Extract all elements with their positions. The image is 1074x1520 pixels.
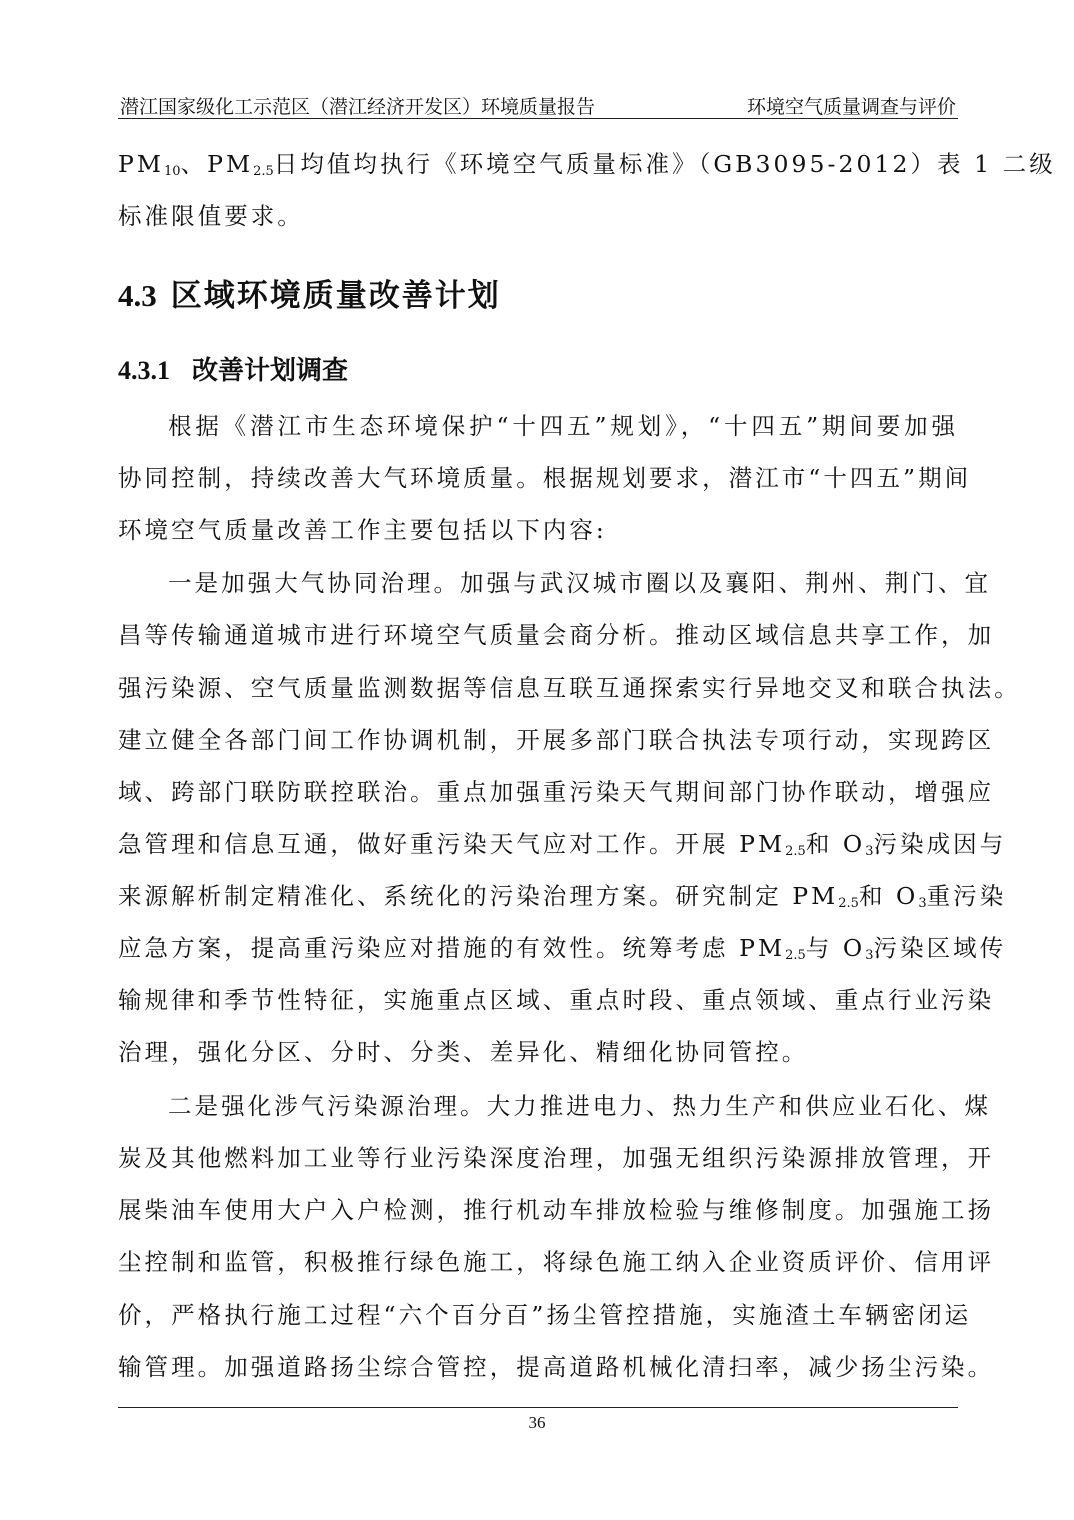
paragraph-1-line: 根据《潜江市生态环境保护“十四五”规划》，“十四五”期间要加强 [168, 412, 958, 440]
header-report-title: 潜江国家级化工示范区（潜江经济开发区）环境质量报告 [120, 96, 596, 118]
section-number: 4.3 [118, 278, 157, 313]
pm10-subscript: 10 [163, 164, 181, 179]
paragraph-2-line: 昌等传输通道城市进行环境空气质量会商分析。推动区域信息共享工作，加 [118, 621, 995, 649]
footer-divider [118, 1407, 958, 1408]
subsection-number: 4.3.1 [118, 356, 170, 385]
section-title: 区域环境质量改善计划 [170, 278, 501, 314]
paragraph-2-line: 应急方案，提高重污染应对措施的有效性。统筹考虑 $PM_{2.5}$与 $O_3$污染区域传 [118, 934, 1007, 963]
paragraph-3-line: 价，严格执行施工过程“六个百分百”扬尘管控措施，实施渣土车辆密闭运 [118, 1301, 972, 1329]
pm25-subscript: 2.5 [253, 164, 274, 179]
subsection-heading [118, 350, 348, 387]
paragraph-2-line: 来源解析制定精准化、系统化的污染治理方案。研究制定 $PM_{2.5}$和 $O_3$重污染 [118, 882, 1007, 911]
paragraph-3-line: 展柴油车使用大户入户检测，推行机动车排放检验与维修制度。加强施工扬 [118, 1196, 995, 1224]
paragraph-1-line: 环境空气质量改善工作主要包括以下内容: [118, 516, 607, 544]
paragraph-2-line: 急管理和信息互通，做好重污染天气应对工作。开展 $PM_{2.5}$和 $O_3$污染成因与 [118, 830, 1007, 859]
page-number: 36 [528, 1413, 546, 1432]
paragraph-2-line: 输规律和季节性特征，实施重点区域、重点时段、重点领域、重点行业污染 [118, 986, 995, 1014]
paragraph-2-line: 强污染源、空气质量监测数据等信息互联互通探索实行异地交叉和联合执法。 [118, 674, 1021, 702]
page-header [118, 88, 958, 119]
header-chapter-title: 环境空气质量调查与评价 [746, 96, 956, 118]
paragraph-2-line: 治理，强化分区、分时、分类、差异化、精细化协同管控。 [118, 1038, 809, 1066]
paragraph-3-line: 二是强化涉气污染源治理。大力推进电力、热力生产和供应业石化、煤 [168, 1092, 992, 1120]
paragraph-2-line: 建立健全各部门间工作协调机制，开展多部门联合执法专项行动，实现跨区 [118, 726, 995, 754]
subsection-title: 改善计划调查 [192, 356, 349, 386]
paragraph-3-line: 输管理。加强道路扬尘综合管控，提高道路机械化清扫率，减少扬尘污染。 [118, 1353, 995, 1381]
paragraph-3-line: 尘控制和监管，积极推行绿色施工，将绿色施工纳入企业资质评价、信用评 [118, 1248, 995, 1276]
paragraph-2-line: 一是加强大气协同治理。加强与武汉城市圈以及襄阳、荆州、荆门、宜 [168, 569, 992, 597]
intro-line-2: 标准限值要求。 [118, 202, 304, 230]
paragraph-2-line: 域、跨部门联防联控联治。重点加强重污染天气期间部门协作联动，增强应 [118, 778, 995, 806]
pm10-label: PM [118, 150, 164, 178]
paragraph-3-line: 炭及其他燃料加工业等行业污染深度治理，加强无组织污染源排放管理，开 [118, 1144, 995, 1172]
paragraph-1-line: 协同控制，持续改善大气环境质量。根据规划要求，潜江市“十四五”期间 [118, 464, 972, 492]
section-heading [118, 270, 501, 315]
pm25-label: PM [207, 150, 254, 178]
intro-line-1: $PM_{10}$、$PM_{2.5}$日均值均执行《环境空气质量标准》（GB3095-2012）表 1 二级 [118, 150, 1056, 179]
